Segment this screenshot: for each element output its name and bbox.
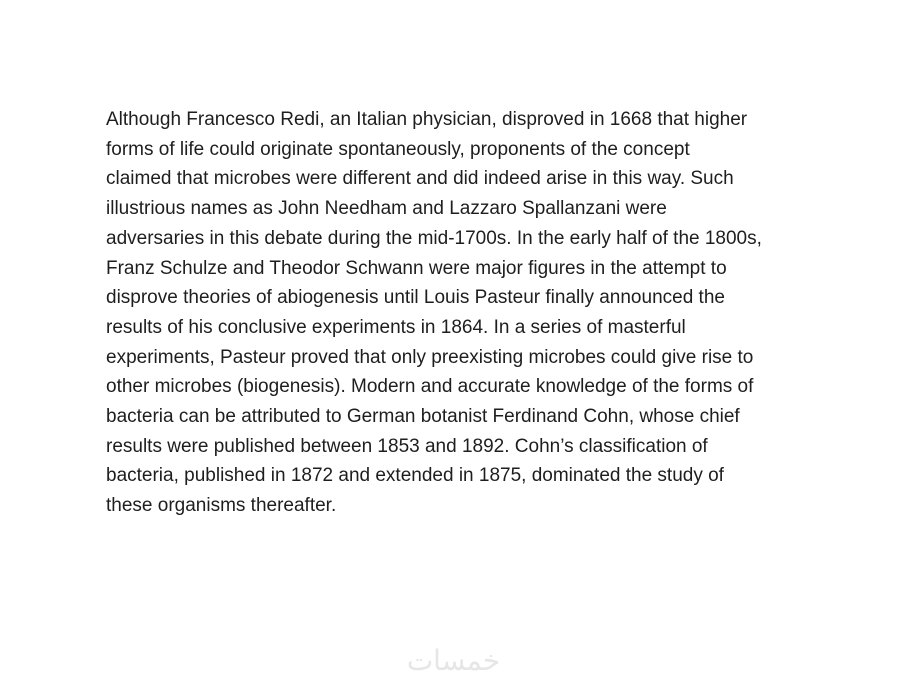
paragraph-line: bacteria can be attributed to German botanist Ferdinand Cohn, whose chief <box>106 406 740 428</box>
paragraph-line: disprove theories of abiogenesis until Louis Pasteur finally announced the <box>106 287 725 309</box>
paragraph-line: other microbes (biogenesis). Modern and accurate knowledge of the forms of <box>106 376 754 398</box>
paragraph-line: results were published between 1853 and 1892. Cohn’s classification of <box>106 435 708 457</box>
watermark-logo: خمسات <box>406 644 501 677</box>
paragraph-line: Franz Schulze and Theodor Schwann were major figures in the attempt to <box>106 257 727 279</box>
paragraph-line: results of his conclusive experiments in 1864. In a series of masterful <box>106 316 686 338</box>
paragraph-line: adversaries in this debate during the mid-1700s. In the early half of the 1800s, <box>106 227 762 249</box>
paragraph-line: claimed that microbes were different and did indeed arise in this way. Such <box>106 168 734 190</box>
body-paragraph <box>106 105 818 521</box>
paragraph-line: illustrious names as John Needham and Lazzaro Spallanzani were <box>106 198 667 220</box>
paragraph-line: Although Francesco Redi, an Italian physician, disproved in 1668 that higher <box>106 109 748 130</box>
paragraph-line: experiments, Pasteur proved that only preexisting microbes could give rise to <box>106 346 754 368</box>
paragraph-line: forms of life could originate spontaneously, proponents of the concept <box>106 138 690 160</box>
paragraph-line: these organisms thereafter. <box>106 495 337 517</box>
paragraph-line: bacteria, published in 1872 and extended in 1875, dominated the study of <box>106 465 724 487</box>
